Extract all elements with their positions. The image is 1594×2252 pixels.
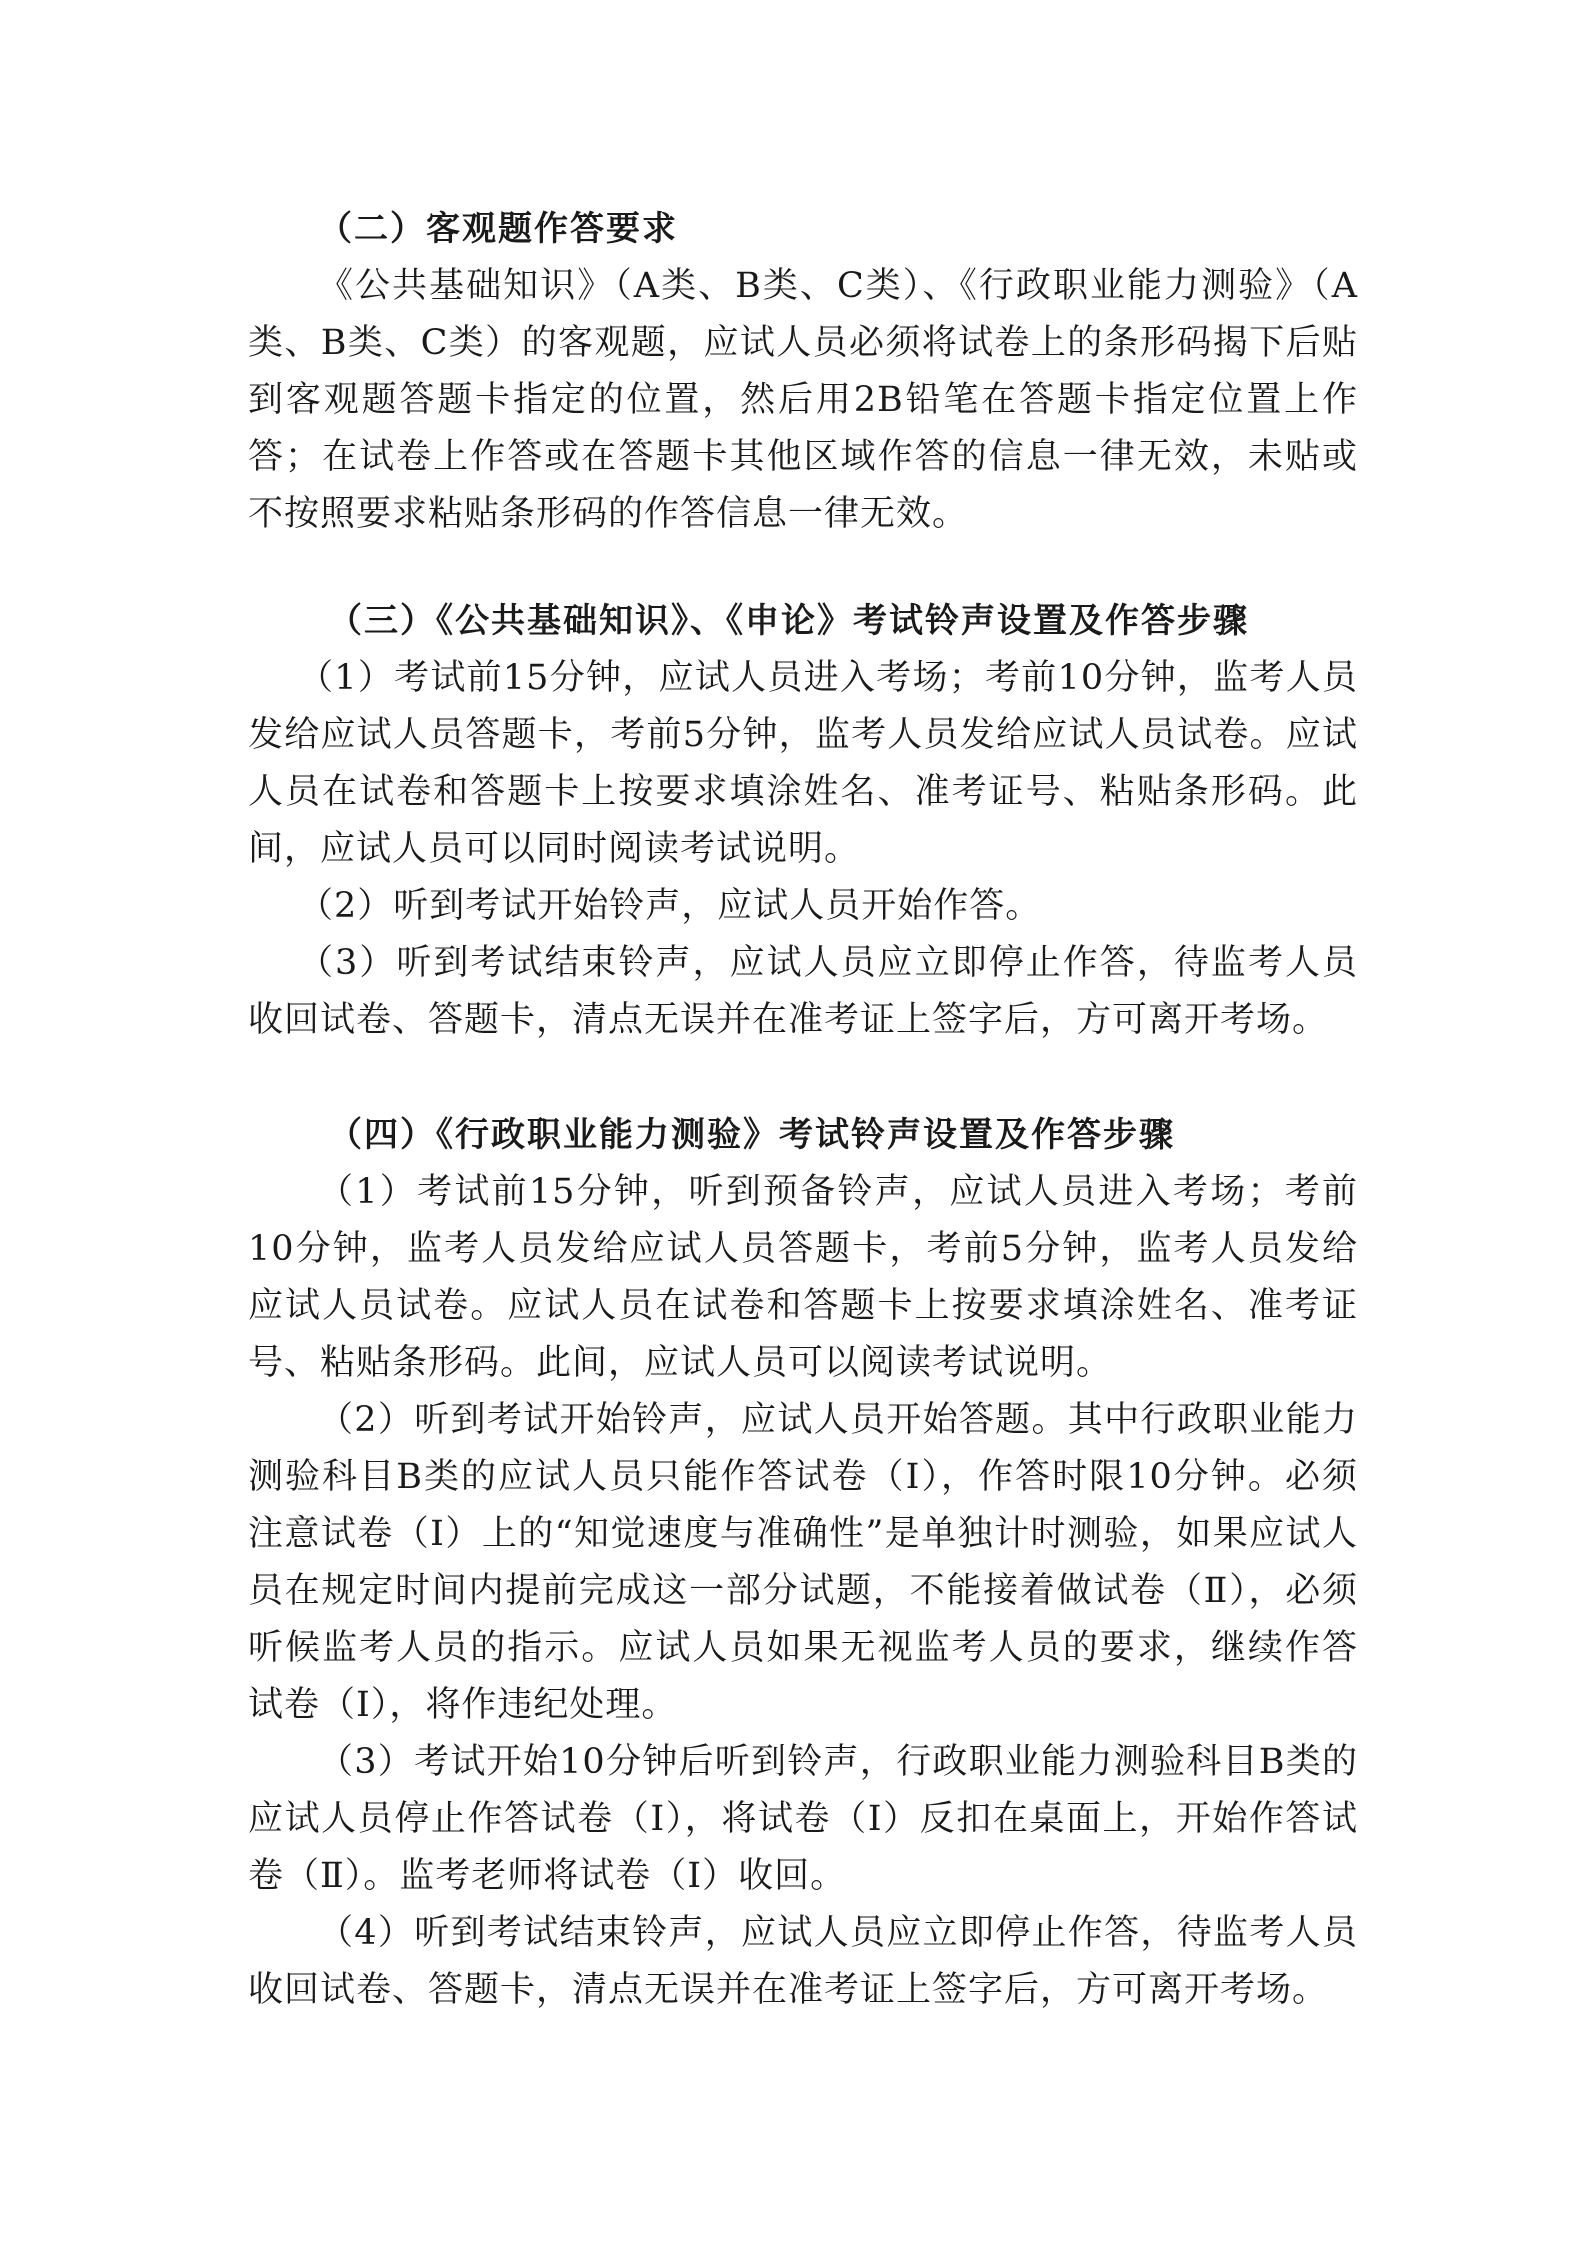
paragraph: （1）考试前15分钟，应试人员进入考场；考前10分钟，监考人员发给应试人员答题卡，考前5分钟，监考人员发给应试人员试卷。应试人员在试卷和答题卡上按要求填涂姓名、准考证号、粘贴条形码。此间，应试人员可以同时阅读考试说明。 <box>248 658 1358 869</box>
paragraph: （2）听到考试开始铃声，应试人员开始答题。其中行政职业能力测验科目B类的应试人员只能作答试卷（Ⅰ），作答时限10分钟。必须注意试卷（Ⅰ）上的“知觉速度与准确性”是单独计时测验，如果应试人员在规定时间内提前完成这一部分试题，不能接着做试卷（Ⅱ），必须听候监考人员的指示。应试人员如果无视监考人员的要求，继续作答试卷（Ⅰ），将作违纪处理。 <box>248 1400 1358 1725</box>
paragraph: （1）考试前15分钟，听到预备铃声，应试人员进入考场；考前10分钟，监考人员发给应试人员答题卡，考前5分钟，监考人员发给应试人员试卷。应试人员在试卷和答题卡上按要求填涂姓名、准考证号、粘贴条形码。此间，应试人员可以阅读考试说明。 <box>248 1172 1358 1383</box>
section-heading: （四）《行政职业能力测验》考试铃声设置及作答步骤 <box>328 1115 1175 1155</box>
paragraph: （3）听到考试结束铃声，应试人员应立即停止作答，待监考人员收回试卷、答题卡，清点无误并在准考证上签字后，方可离开考场。 <box>248 943 1358 1040</box>
paragraph: （4）听到考试结束铃声，应试人员应立即停止作答，待监考人员收回试卷、答题卡，清点无误并在准考证上签字后，方可离开考场。 <box>248 1913 1358 2010</box>
section-objective-requirements <box>248 200 1358 543</box>
section-aptitude-test-bells <box>248 1106 1358 2019</box>
section-heading: （二）客观题作答要求 <box>318 209 678 249</box>
section-public-knowledge-bells <box>248 592 1358 1049</box>
paragraph: （2）听到考试开始铃声，应试人员开始作答。 <box>298 886 1042 926</box>
section-heading: （三）《公共基础知识》、《申论》考试铃声设置及作答步骤 <box>328 601 1249 641</box>
paragraph: 《公共基础知识》（A类、B类、C类）、《行政职业能力测验》（A类、B类、C类）的客观题，应试人员必须将试卷上的条形码揭下后贴到客观题答题卡指定的位置，然后用2B铅笔在答题卡指定位置上作答；在试卷上作答或在答题卡其他区域作答的信息一律无效，未贴或不按照要求粘贴条形码的作答信息一律无效。 <box>248 266 1358 534</box>
paragraph: （3）考试开始10分钟后听到铃声，行政职业能力测验科目B类的应试人员停止作答试卷（Ⅰ），将试卷（Ⅰ）反扣在桌面上，开始作答试卷（Ⅱ）。监考老师将试卷（Ⅰ）收回。 <box>248 1742 1358 1896</box>
